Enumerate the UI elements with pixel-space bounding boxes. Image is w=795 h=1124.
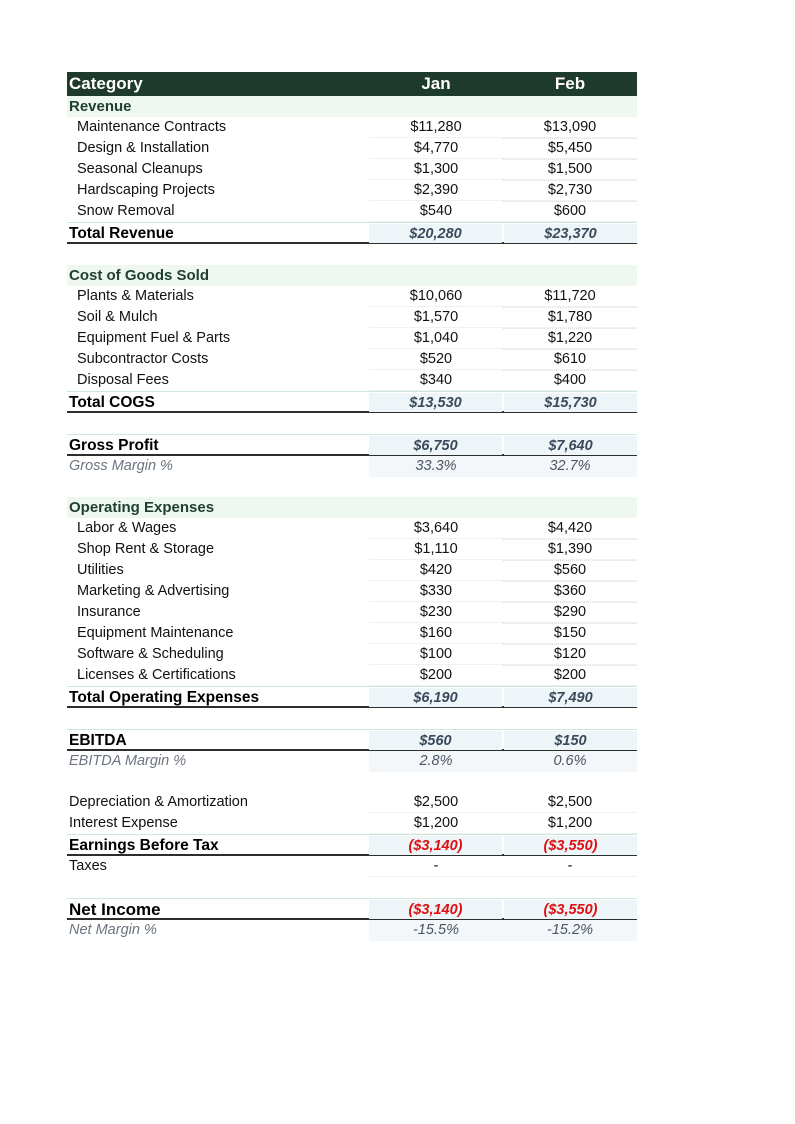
header-category: Category: [69, 74, 143, 93]
row-feb: $2,730: [503, 180, 637, 202]
row-label: Hardscaping Projects: [77, 182, 215, 198]
total-label: Net Income: [69, 900, 161, 919]
total-jan: $13,530: [369, 393, 502, 412]
row-jan: $1,040: [369, 328, 503, 349]
total-feb: ($3,550): [504, 836, 637, 855]
row-jan: $330: [369, 581, 503, 602]
row-feb: $400: [503, 370, 637, 392]
total-feb: $7,640: [504, 436, 637, 455]
row-jan: -: [433, 858, 439, 874]
row-label: Software & Scheduling: [77, 646, 224, 662]
total-jan: ($3,140): [369, 836, 502, 855]
table-row: [67, 623, 637, 644]
row-jan: $1,110: [369, 539, 503, 560]
table-row: [67, 349, 637, 370]
row-feb: $1,390: [503, 539, 637, 561]
row-jan: $230: [369, 602, 503, 623]
table-row: [67, 560, 637, 581]
margin-feb: 32.7%: [503, 456, 637, 477]
spacer: [67, 476, 637, 497]
total-feb: $23,370: [504, 224, 637, 243]
row-feb: $610: [503, 349, 637, 371]
table-row: [67, 539, 637, 560]
total-label: Total Operating Expenses: [69, 689, 260, 706]
row-jan: $10,060: [369, 286, 503, 307]
table-row: [67, 117, 637, 138]
row-feb: $150: [503, 623, 637, 645]
row-label: Soil & Mulch: [77, 309, 158, 325]
net-income-row: [67, 898, 637, 920]
row-label: Plants & Materials: [77, 288, 194, 304]
row-feb: $2,500: [547, 794, 593, 810]
total-label: EBITDA: [69, 732, 127, 749]
table-header: [67, 72, 637, 96]
margin-label: Net Margin %: [69, 922, 157, 938]
row-label: Labor & Wages: [77, 520, 177, 536]
total-jan: $6,190: [369, 688, 502, 707]
margin-label: Gross Margin %: [69, 458, 173, 474]
row-label: Shop Rent & Storage: [77, 541, 215, 557]
row-feb: -: [567, 858, 573, 874]
margin-feb: 0.6%: [503, 751, 637, 772]
row-jan: $340: [369, 370, 503, 391]
margin-label: EBITDA Margin %: [69, 753, 187, 769]
table-row: [67, 602, 637, 623]
row-label: Snow Removal: [77, 203, 175, 219]
table-row: [67, 644, 637, 665]
total-revenue-row: [67, 222, 637, 244]
table-row: [67, 370, 637, 391]
total-label: Earnings Before Tax: [69, 837, 219, 854]
section-title: Revenue: [69, 98, 132, 115]
section-title: Cost of Goods Sold: [69, 267, 209, 284]
row-jan: $1,200: [413, 815, 459, 831]
total-feb: $7,490: [504, 688, 637, 707]
table-row: [67, 138, 637, 159]
row-feb: $1,780: [503, 307, 637, 329]
row-jan: $3,640: [369, 518, 503, 539]
row-label: Equipment Fuel & Parts: [77, 330, 231, 346]
row-feb: $1,200: [547, 815, 593, 831]
row-feb: $1,500: [503, 159, 637, 181]
total-jan: $20,280: [369, 224, 502, 243]
table-row: [67, 180, 637, 201]
row-label: Subcontractor Costs: [77, 351, 209, 367]
section-title: Operating Expenses: [69, 499, 215, 516]
section-revenue: [67, 96, 637, 117]
row-label: Design & Installation: [77, 140, 210, 156]
row-jan: $160: [369, 623, 503, 644]
net-margin-row: [67, 920, 637, 940]
header-jan: Jan: [421, 74, 451, 93]
spacer: [67, 708, 637, 729]
depreciation-row: [67, 792, 637, 813]
ebitda-row: [67, 729, 637, 751]
spacer: [67, 877, 637, 898]
ebitda-margin-row: [67, 751, 637, 771]
table-row: [67, 286, 637, 307]
section-cogs: [67, 265, 637, 286]
row-feb: $1,220: [503, 328, 637, 350]
spacer: [67, 771, 637, 792]
total-jan: $6,750: [369, 436, 502, 455]
margin-jan: 2.8%: [369, 751, 503, 772]
row-jan: $11,280: [369, 117, 503, 138]
row-jan: $520: [369, 349, 503, 370]
row-label: Depreciation & Amortization: [69, 794, 248, 810]
row-feb: $200: [503, 665, 637, 687]
row-feb: $290: [503, 602, 637, 624]
income-statement-table: [67, 72, 637, 940]
row-jan: $200: [369, 665, 503, 686]
row-feb: $11,720: [503, 286, 637, 308]
spacer: [67, 413, 637, 434]
table-row: [67, 328, 637, 349]
margin-feb: -15.2%: [503, 920, 637, 941]
gross-profit-row: [67, 434, 637, 456]
total-label: Total COGS: [69, 394, 155, 411]
row-jan: $4,770: [369, 138, 503, 159]
total-jan: ($3,140): [369, 900, 502, 919]
row-feb: $13,090: [503, 117, 637, 139]
header-feb: Feb: [554, 74, 586, 93]
row-jan: $540: [369, 201, 503, 222]
gross-margin-row: [67, 456, 637, 476]
table-row: [67, 307, 637, 328]
total-feb: ($3,550): [504, 900, 637, 919]
total-label: Gross Profit: [69, 437, 159, 454]
total-jan: $560: [369, 731, 502, 750]
margin-jan: -15.5%: [369, 920, 503, 941]
row-jan: $2,390: [369, 180, 503, 201]
row-jan: $1,570: [369, 307, 503, 328]
row-label: Utilities: [77, 562, 124, 578]
row-feb: $600: [503, 201, 637, 223]
row-label: Maintenance Contracts: [77, 119, 227, 135]
row-feb: $360: [503, 581, 637, 603]
table-row: [67, 159, 637, 180]
row-label: Seasonal Cleanups: [77, 161, 203, 177]
table-row: [67, 581, 637, 602]
row-label: Licenses & Certifications: [77, 667, 236, 683]
row-feb: $5,450: [503, 138, 637, 160]
row-feb: $560: [503, 560, 637, 582]
row-label: Insurance: [77, 604, 141, 620]
table-row: [67, 201, 637, 222]
row-label: Disposal Fees: [77, 372, 169, 388]
interest-row: [67, 813, 637, 834]
row-jan: $2,500: [413, 794, 459, 810]
total-feb: $15,730: [504, 393, 637, 412]
total-opex-row: [67, 686, 637, 708]
row-jan: $1,300: [369, 159, 503, 180]
row-label: Taxes: [69, 858, 107, 874]
row-feb: $4,420: [503, 518, 637, 540]
row-label: Marketing & Advertising: [77, 583, 230, 599]
row-label: Equipment Maintenance: [77, 625, 234, 641]
row-label: Interest Expense: [69, 815, 178, 831]
margin-jan: 33.3%: [369, 456, 503, 477]
section-opex: [67, 497, 637, 518]
taxes-row: [67, 856, 637, 877]
table-row: [67, 518, 637, 539]
row-jan: $100: [369, 644, 503, 665]
total-label: Total Revenue: [69, 225, 174, 242]
total-feb: $150: [504, 731, 637, 750]
row-jan: $420: [369, 560, 503, 581]
row-feb: $120: [503, 644, 637, 666]
ebt-row: [67, 834, 637, 856]
total-cogs-row: [67, 391, 637, 413]
table-row: [67, 665, 637, 686]
spacer: [67, 244, 637, 265]
